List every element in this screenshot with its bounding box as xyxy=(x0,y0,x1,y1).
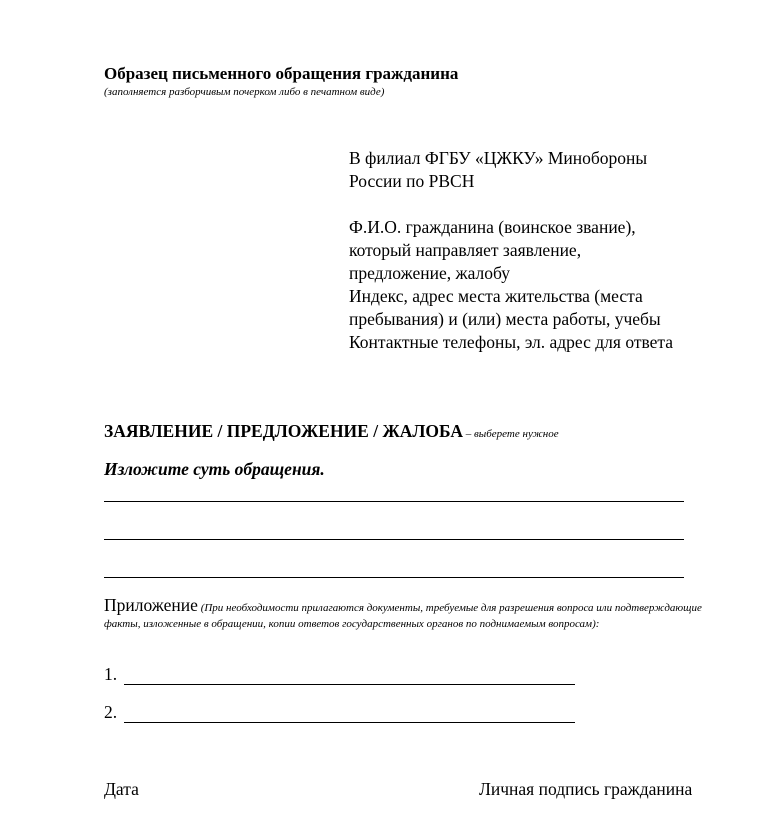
appeal-type-heading xyxy=(104,421,559,442)
addressee-line-2: России по РВСН xyxy=(349,171,475,191)
document-subtitle: (заполняется разборчивым почерком либо в печатном виде) xyxy=(104,86,385,98)
appeal-text-line-1[interactable] xyxy=(104,501,684,502)
sender-line-2: который направляет заявление, xyxy=(349,240,582,260)
appeal-prompt: Изложите суть обращения. xyxy=(104,459,325,479)
attachments-label: Приложение xyxy=(104,595,198,615)
sender-line-3: предложение, жалобу xyxy=(349,263,510,283)
sender-line-6: Контактные телефоны, эл. адрес для ответа xyxy=(349,332,674,352)
addressee-line-1: В филиал ФГБУ «ЦЖКУ» Минобороны xyxy=(349,148,648,168)
attachment-number-2: 2. xyxy=(104,702,118,722)
appeal-text-line-3[interactable] xyxy=(104,577,684,578)
appeal-text-line-2[interactable] xyxy=(104,539,684,540)
attachment-number-1: 1. xyxy=(104,664,118,684)
sender-line-4: Индекс, адрес места жительства (места xyxy=(349,286,643,306)
signature-label: Личная подпись гражданина xyxy=(479,779,693,799)
appeal-type-text: ЗАЯВЛЕНИЕ / ПРЕДЛОЖЕНИЕ / ЖАЛОБА xyxy=(104,421,464,441)
choose-note: – выберете нужное xyxy=(463,428,559,440)
attachment-line-2[interactable] xyxy=(124,722,575,723)
date-label: Дата xyxy=(104,779,139,799)
attachment-line-1[interactable] xyxy=(124,684,575,685)
document-title: Образец письменного обращения гражданина xyxy=(104,64,459,83)
sender-line-1: Ф.И.О. гражданина (воинское звание), xyxy=(349,217,636,237)
attachments-block xyxy=(104,597,728,632)
attachments-note: (При необходимости прилагаются документы, требуемые для разрешения вопроса или подтверждающие факты, изложенные в обращении, копии ответов государственных органов по поднимаемым вопросам): xyxy=(104,602,702,630)
sender-line-5: пребывания) и (или) места работы, учебы xyxy=(349,309,661,329)
